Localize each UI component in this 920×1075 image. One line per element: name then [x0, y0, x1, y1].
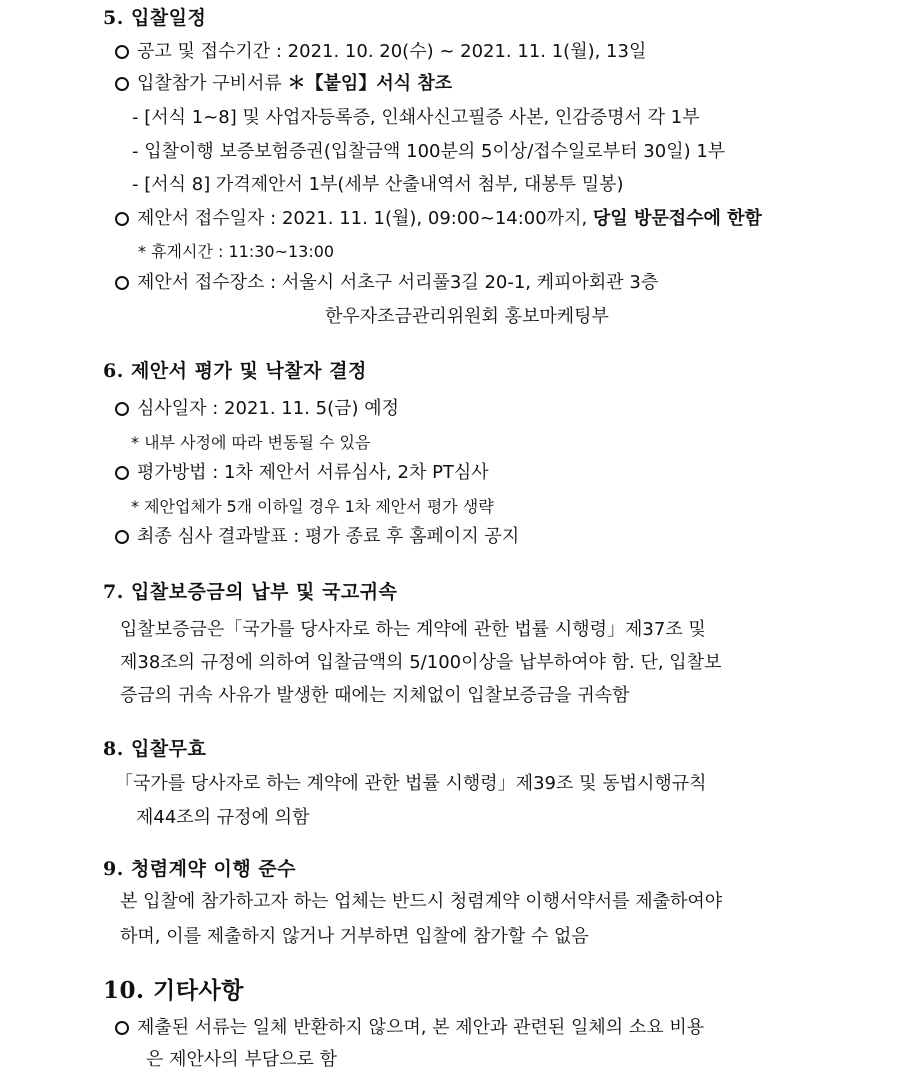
s5-line-3: - [서식 1~8] 및 사업자등록증, 인쇄사신고필증 사본, 인감증명서 각 1부 — [132, 107, 700, 128]
circle-bullet-icon — [115, 77, 129, 91]
s5-bullet-6 — [115, 207, 762, 231]
s6-line-3: 평가방법 : 1차 제안서 서류심사, 2차 PT심사 — [137, 462, 489, 483]
s6-line-4: * 제안업체가 5개 이하일 경우 1차 제안서 평가 생략 — [131, 497, 494, 516]
circle-bullet-icon — [115, 1021, 129, 1035]
circle-bullet-icon — [115, 402, 129, 416]
s10-line-2: 은 제안사의 부담으로 함 — [146, 1049, 338, 1070]
s6-line-5: 최종 심사 결과발표 : 평가 종료 후 홈페이지 공지 — [137, 526, 520, 547]
s7-line-1: 입찰보증금은「국가를 당사자로 하는 계약에 관한 법률 시행령」제37조 및 — [120, 619, 706, 640]
s10-bullet-1 — [115, 1016, 704, 1040]
circle-bullet-icon — [115, 45, 129, 59]
s7-line-3: 증금의 귀속 사유가 발생한 때에는 지체없이 입찰보증금을 귀속함 — [120, 685, 630, 706]
s5-bullet-2 — [115, 72, 452, 96]
s5-bullet-1 — [115, 40, 646, 64]
s6-line-1: 심사일자 : 2021. 11. 5(금) 예정 — [137, 398, 400, 419]
s6-bullet-3 — [115, 461, 489, 485]
section-8-title: 8. 입찰무효 — [103, 738, 207, 760]
s9-line-2: 하며, 이를 제출하지 않거나 거부하면 입찰에 참가할 수 없음 — [120, 926, 589, 947]
s6-line-2: * 내부 사정에 따라 변동될 수 있음 — [131, 433, 371, 452]
s9-line-1: 본 입찰에 참가하고자 하는 업체는 반드시 청렴계약 이행서약서를 제출하여야 — [120, 891, 723, 912]
s7-line-2: 제38조의 규정에 의하여 입찰금액의 5/100이상을 납부하여야 함. 단, 입찰보 — [120, 652, 722, 673]
circle-bullet-icon — [115, 212, 129, 226]
section-9-title: 9. 청렴계약 이행 준수 — [103, 858, 297, 880]
section-5-title: 5. 입찰일정 — [103, 7, 207, 29]
s8-line-2: 제44조의 규정에 의함 — [136, 807, 310, 828]
s5-bullet-8 — [115, 271, 658, 295]
s5-line-2-text: 입찰참가 구비서류 — [137, 73, 288, 94]
circle-bullet-icon — [115, 466, 129, 480]
s5-line-8: 제안서 접수장소 : 서울시 서초구 서리풀3길 20-1, 케피아회관 3층 — [137, 272, 659, 293]
s5-line-7: * 휴게시간 : 11:30~13:00 — [138, 242, 335, 261]
section-6-title: 6. 제안서 평가 및 낙찰자 결정 — [103, 360, 367, 382]
s10-line-1: 제출된 서류는 일체 반환하지 않으며, 본 제안과 관련된 일체의 소요 비용 — [137, 1017, 705, 1038]
circle-bullet-icon — [115, 276, 129, 290]
circle-bullet-icon — [115, 530, 129, 544]
s5-line-6-text: 제안서 접수일자 : 2021. 11. 1(월), 09:00~14:00까지, — [137, 208, 593, 229]
s5-line-5: - [서식 8] 가격제안서 1부(세부 산출내역서 첨부, 대봉투 밀봉) — [132, 174, 624, 195]
s6-bullet-5 — [115, 525, 519, 549]
section-7-title: 7. 입찰보증금의 납부 및 국고귀속 — [103, 581, 398, 603]
s5-line-4: - 입찰이행 보증보험증권(입찰금액 100분의 5이상/접수일로부터 30일) 1부 — [132, 141, 726, 162]
s5-line-9: 한우자조금관리위원회 홍보마케팅부 — [325, 306, 609, 327]
s5-line-2-bold: ＊【붙임】서식 참조 — [287, 73, 453, 94]
s5-line-6-bold: 당일 방문접수에 한함 — [592, 208, 762, 229]
s5-line-1: 공고 및 접수기간 : 2021. 10. 20(수) ~ 2021. 11. 1(월), 13일 — [137, 41, 647, 62]
s8-line-1: 「국가를 당사자로 하는 계약에 관한 법률 시행령」제39조 및 동법시행규칙 — [115, 773, 707, 794]
section-10-title: 10. 기타사항 — [103, 977, 244, 1004]
s6-bullet-1 — [115, 397, 399, 421]
